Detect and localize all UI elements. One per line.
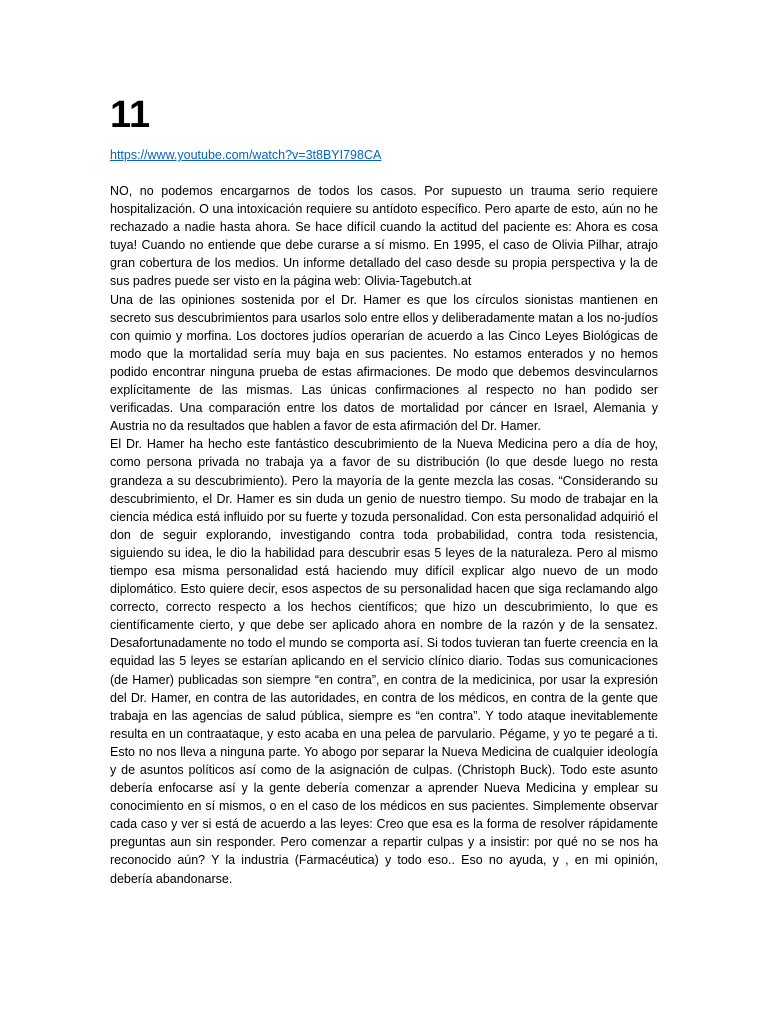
paragraph-1: NO, no podemos encargarnos de todos los casos. Por supuesto un trauma serio requiere hospitalización. O una intoxicación requiere su antídoto específico. Pero aparte de esto, aún no he rechazado a nadie hasta ahora. Se hace difícil cuando la actitud del paciente es: Ahora es cosa tuya! Cuando no entiende que debe curarse a sí mismo. En 1995, el caso de Olivia Pilhar, atrajo gran cobertura de los medios. Un informe detallado del caso desde su propia perspectiva y la de sus padres puede ser visto en la página web: Olivia-Tagebutch.at [110, 184, 658, 289]
page-number: 11 [110, 94, 151, 136]
body-text [110, 182, 658, 888]
paragraph-3: El Dr. Hamer ha hecho este fantástico descubrimiento de la Nueva Medicina pero a día de hoy, como persona privada no trabaja ya a favor de su distribución (lo que desde luego no resta grandeza a su descubrimiento). Pero la mayoría de la gente mezcla las cosas. “Considerando su descubrimiento, el Dr. Hamer es sin duda un genio de nuestro tiempo. Su modo de trabajar en la ciencia médica está influido por su fuerte y tozuda personalidad. Con esta personalidad adquirió el don de seguir explorando, investigando contra toda probabilidad, contra toda resistencia, siguiendo su idea, le dio la habilidad para descubrir esas 5 leyes de la naturaleza. Pero al mismo tiempo esa misma personalidad está haciendo muy difícil explicar algo nuevo de un modo diplomático. Esto quiere decir, esos aspectos de su personalidad hacen que siga reclamando algo correcto, correcto respecto a los hechos científicos; que hizo un descubrimiento, lo que es científicamente cierto, y que debe ser aplicado ahora en nombre de la razón y de la sensatez. Desafortunadamente no todo el mundo se comporta así. Si todos tuvieran tan fuerte creencia en la equidad las 5 leyes se estarían aplicando en el servicio clínico diario. Todas sus comunicaciones (de Hamer) publicadas son siempre “en contra”, en contra de la medicinica, por usar la expresión del Dr. Hamer, en contra de las autoridades, en contra de los médicos, en contra de la gente que trabaja en las agencias de salud pública, siempre es “en contra”. Y todo ataque inevitablemente resulta en un contraataque, y esto acaba en una pelea de parvulario. Pégame, y yo te pegaré a ti. Esto no nos lleva a ninguna parte. Yo abogo por separar la Nueva Medicina de cualquier ideología y de asuntos políticos así como de la asignación de culpas. (Christoph Buck). Todo este asunto debería enfocarse así y la gente debería comenzar a aprender Nueva Medicina y emplear su conocimiento en sí mismos, o en el caso de los médicos en sus pacientes. Simplemente observar cada caso y ver si está de acuerdo a las leyes: Creo que esa es la forma de resolver rápidamente preguntas aun sin responder. Pero comenzar a repartir culpas y a insistir: por qué no se nos ha reconocido aún? Y la industria (Farmacéutica) y todo eso.. Eso no ayuda, y , en mi opinión, debería abandonarse. [110, 437, 658, 886]
paragraph-2: Una de las opiniones sostenida por el Dr. Hamer es que los círculos sionistas mantienen en secreto sus descubrimientos para usarlos solo entre ellos y deliberadamente matan a los no-judíos con quimio y morfina. Los doctores judíos operarían de acuerdo a las Cinco Leyes Biológicas de modo que la mortalidad sería muy baja en sus pacientes. No estamos enterados y no hemos podido encontrar ninguna prueba de estas afirmaciones. De modo que debemos desvincularnos explícitamente de las mismas. Las únicas confirmaciones al respecto no han podido ser verificadas. Una comparación entre los datos de mortalidad por cáncer en Israel, Alemania y Austria no da resultados que hablen a favor de esta afirmación del Dr. Hamer. [110, 292, 658, 434]
document-page [110, 88, 658, 888]
youtube-link[interactable]: https://www.youtube.com/watch?v=3t8BYI798CA [110, 148, 382, 162]
